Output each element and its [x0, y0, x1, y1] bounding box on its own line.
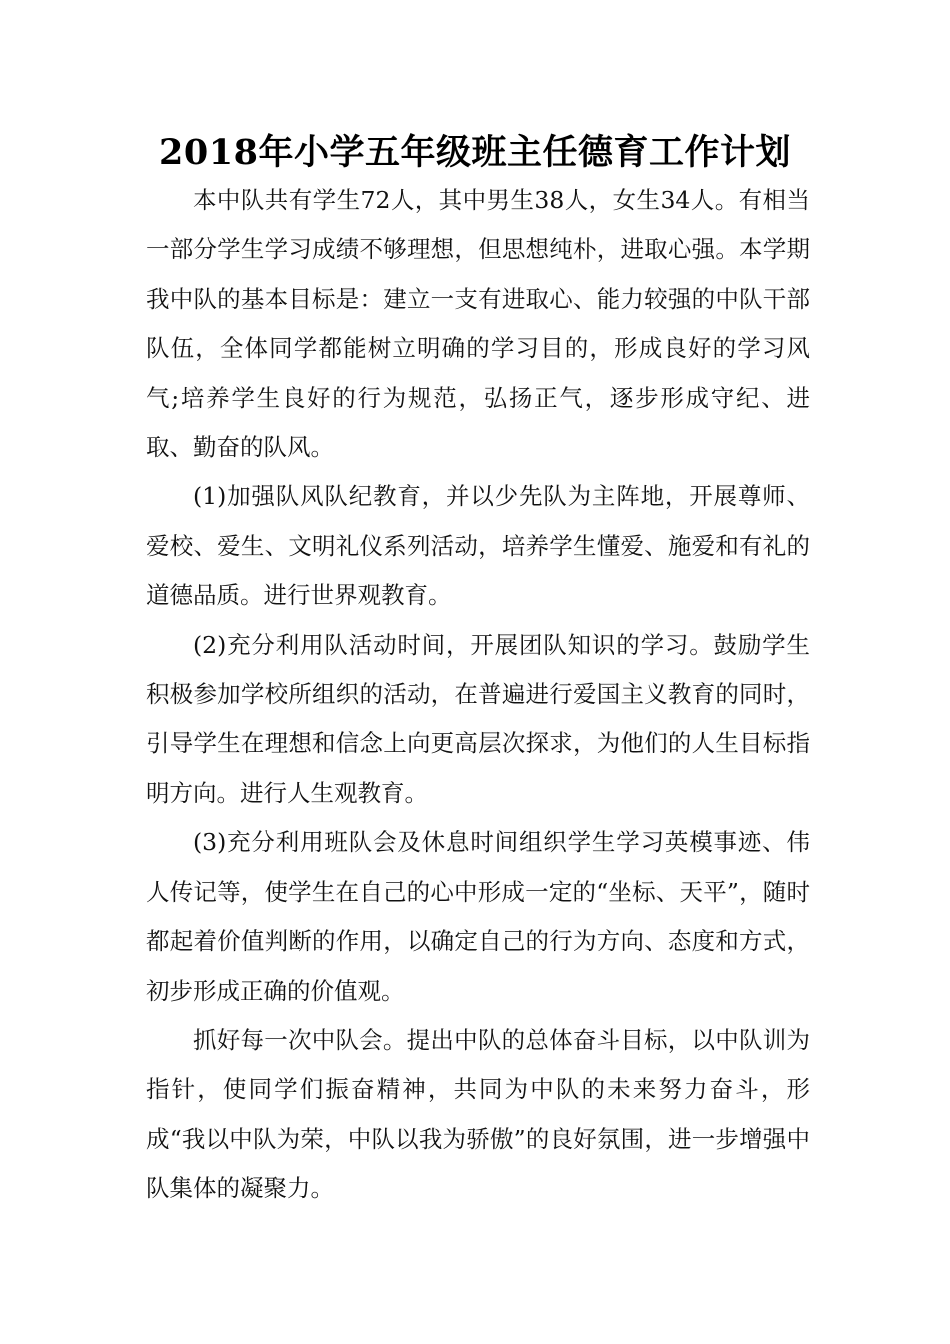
paragraph-item-1: (1)加强队风队纪教育，并以少先队为主阵地，开展尊师、爱校、爱生、文明礼仪系列活动，培养学生懂爱、施爱和有礼的道德品质。进行世界观教育。	[146, 482, 810, 610]
paragraph-class-overview: 本中队共有学生72人，其中男生38人，女生34人。有相当一部分学生学习成绩不够理想，但思想纯朴，进取心强。本学期我中队的基本目标是：建立一支有进取心、能力较强的中队干部队伍，全体同学都能树立明确的学习目的，形成良好的学习风气;培养学生良好的行为规范，弘扬正气，逐步形成守纪、进取、勤奋的队风。	[146, 186, 810, 462]
document-body	[146, 176, 810, 1214]
paragraph-team-meeting: 抓好每一次中队会。提出中队的总体奋斗目标，以中队训为指针，使同学们振奋精神，共同为中队的未来努力奋斗，形成“我以中队为荣，中队以我为骄傲”的良好氛围，进一步增强中队集体的凝聚力。	[146, 1025, 810, 1203]
paragraph-item-3: (3)充分利用班队会及休息时间组织学生学习英模事迹、伟人传记等，使学生在自己的心中形成一定的“坐标、天平”，随时都起着价值判断的作用，以确定自己的行为方向、态度和方式，初步形成正确的价值观。	[146, 828, 810, 1005]
paragraph-item-2: (2)充分利用队活动时间，开展团队知识的学习。鼓励学生积极参加学校所组织的活动，在普遍进行爱国主义教育的同时，引导学生在理想和信念上向更高层次探求，为他们的人生目标指明方向。进行人生观教育。	[146, 630, 810, 807]
document-title: 2018年小学五年级班主任德育工作计划	[159, 132, 791, 173]
